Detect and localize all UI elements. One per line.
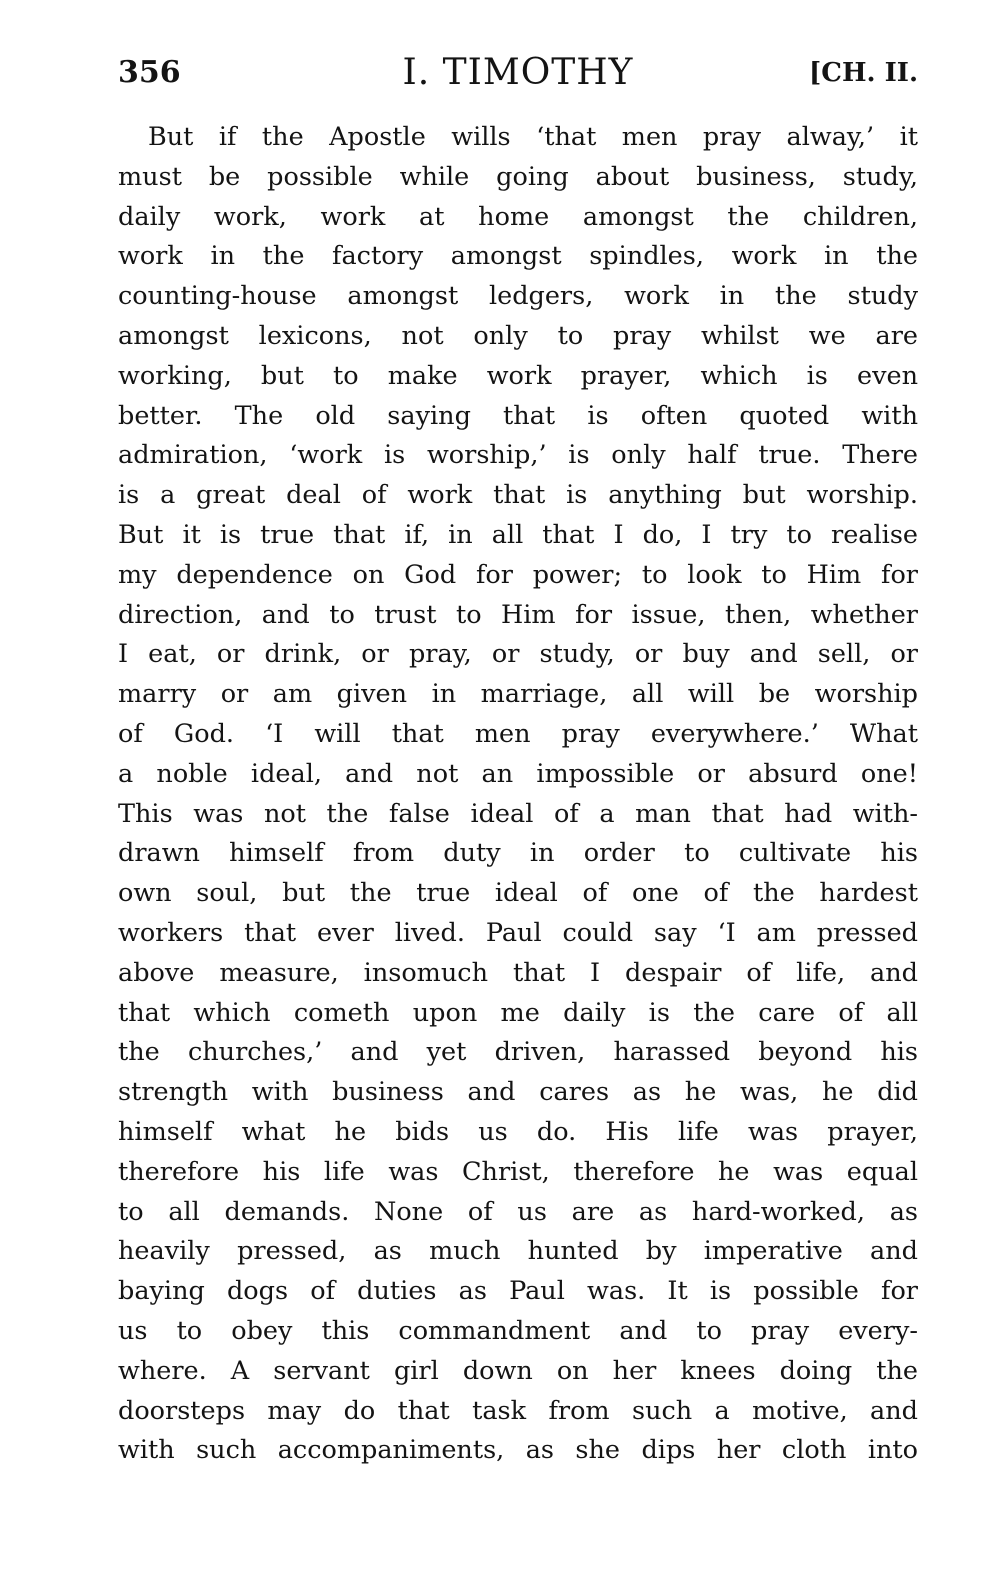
text-line: This was not the false ideal of a man that had with-	[118, 798, 918, 829]
text-line: must be possible while going about business, study,	[118, 161, 918, 192]
page-number: 356	[118, 55, 181, 90]
text-line: work in the factory amongst spindles, work in the	[118, 241, 918, 272]
text-line: us to obey this commandment and to pray every-	[118, 1315, 918, 1346]
text-line: doorsteps may do that task from such a motive, and	[118, 1395, 918, 1426]
text-line: strength with business and cares as he was, he did	[118, 1077, 918, 1108]
text-line: that which cometh upon me daily is the care of all	[118, 997, 918, 1028]
text-line: own soul, but the true ideal of one of the hardest	[118, 878, 918, 909]
text-line: amongst lexicons, not only to pray whilst we are	[118, 320, 918, 351]
text-line: drawn himself from duty in order to cultivate his	[118, 838, 918, 869]
text-line: better. The old saying that is often quoted with	[118, 400, 918, 431]
text-line: of God. ‘I will that men pray everywhere.’ What	[118, 718, 918, 749]
text-line: heavily pressed, as much hunted by imperative and	[118, 1236, 918, 1267]
running-head	[118, 48, 918, 98]
text-line: direction, and to trust to Him for issue, then, whether	[118, 599, 918, 630]
text-line: But if the Apostle wills ‘that men pray alway,’ it	[148, 122, 918, 152]
text-line: the churches,’ and yet driven, harassed beyond his	[118, 1037, 918, 1068]
text-line: daily work, work at home amongst the children,	[118, 201, 918, 232]
text-line: But it is true that if, in all that I do, I try to realise	[118, 519, 918, 550]
text-line: working, but to make work prayer, which is even	[118, 360, 918, 391]
text-line: workers that ever lived. Paul could say ‘I am pressed	[118, 917, 918, 948]
text-line: where. A servant girl down on her knees doing the	[118, 1355, 918, 1386]
text-line: to all demands. None of us are as hard-worked, as	[118, 1196, 918, 1227]
text-line: counting-house amongst ledgers, work in the study	[118, 281, 918, 312]
text-line: with such accompaniments, as she dips her cloth into	[118, 1435, 918, 1466]
book-title: I. TIMOTHY	[402, 52, 634, 93]
text-line: is a great deal of work that is anything but worship.	[118, 480, 918, 511]
text-line: my dependence on God for power; to look to Him for	[118, 559, 918, 590]
body-paragraph	[118, 118, 918, 1471]
text-line: marry or am given in marriage, all will be worship	[118, 679, 918, 710]
text-line: I eat, or drink, or pray, or study, or buy and sell, or	[118, 639, 918, 670]
text-line: himself what he bids us do. His life was prayer,	[118, 1116, 918, 1147]
chapter-reference: [CH. II.	[808, 58, 918, 88]
text-line: above measure, insomuch that I despair of life, and	[118, 957, 918, 988]
text-line: baying dogs of duties as Paul was. It is possible for	[118, 1276, 918, 1307]
text-line: a noble ideal, and not an impossible or absurd one!	[118, 758, 918, 789]
text-line: admiration, ‘work is worship,’ is only half true. There	[118, 440, 918, 471]
text-line: therefore his life was Christ, therefore he was equal	[118, 1156, 918, 1187]
